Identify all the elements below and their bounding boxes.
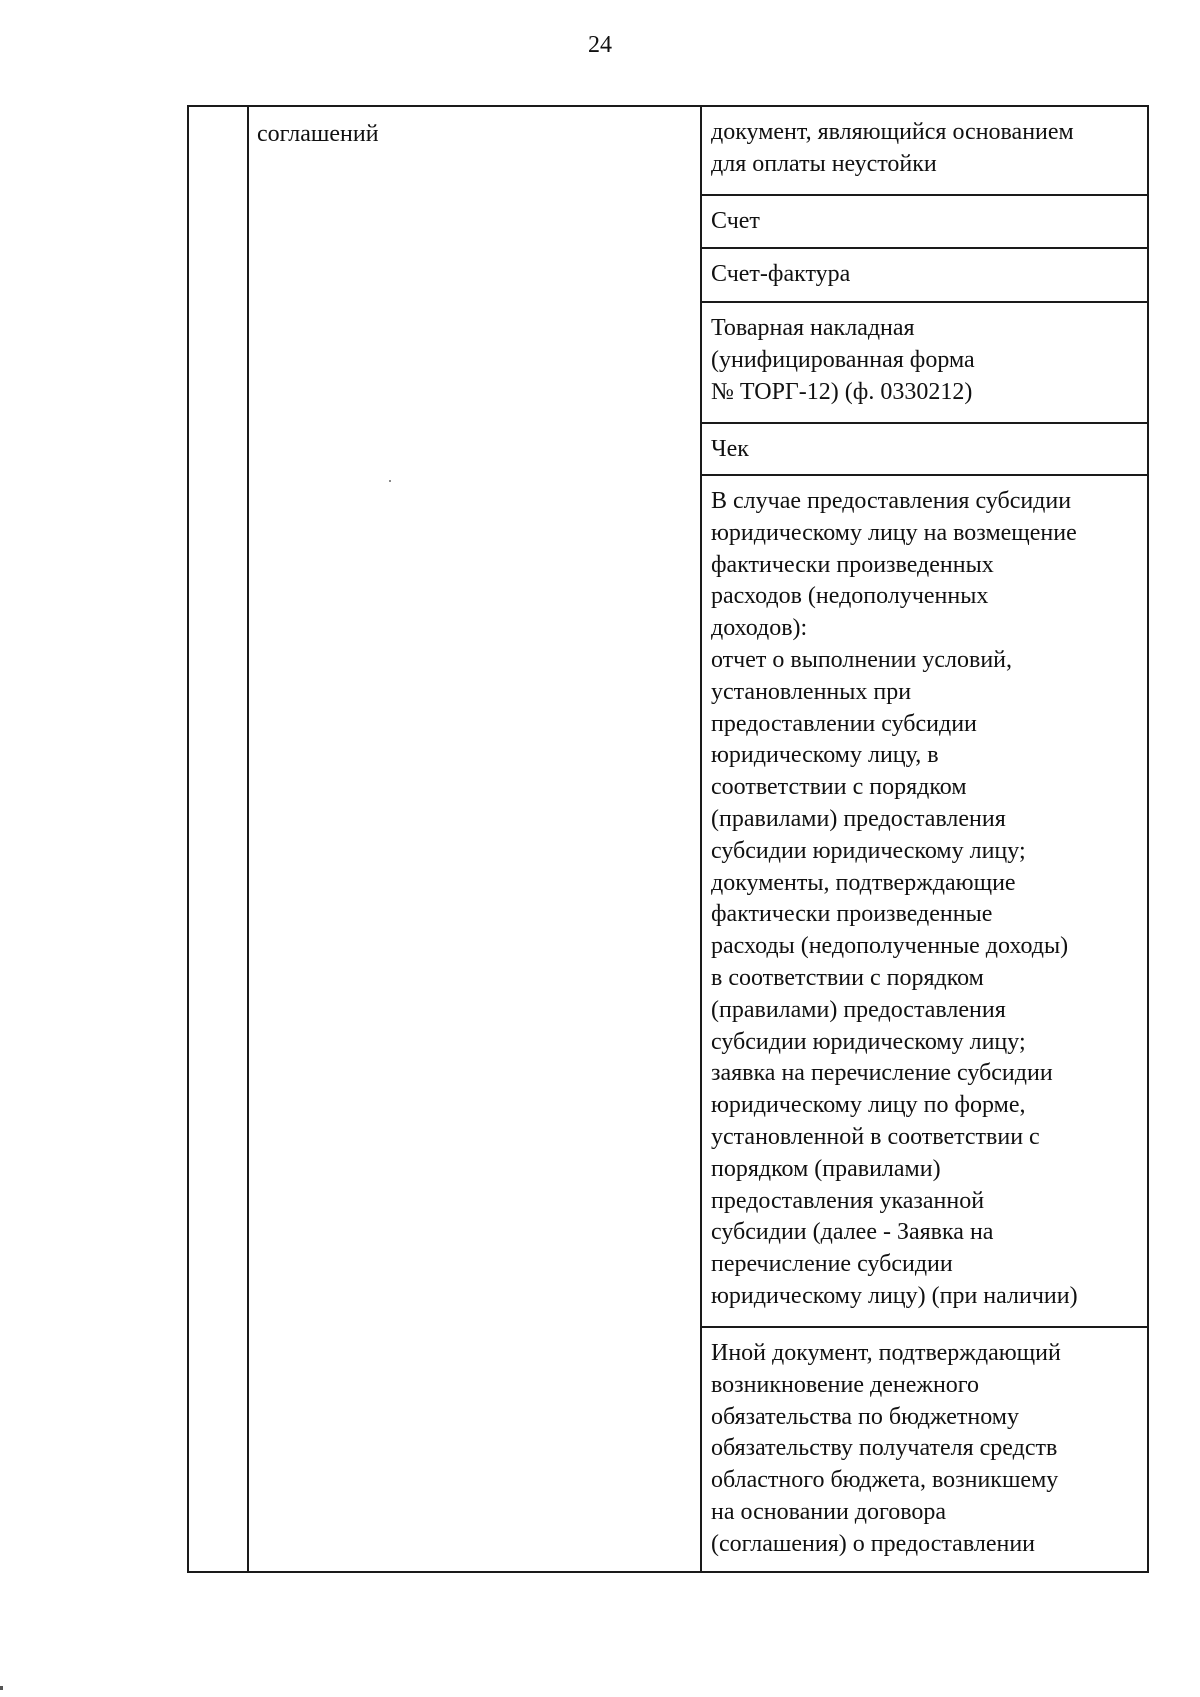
- document-cell-penalty-basis: документ, являющийся основанием для оплаты неустойки: [702, 107, 1147, 196]
- table-column-documents: [702, 107, 1147, 1571]
- document-cell-invoice: Счет: [702, 196, 1147, 249]
- page-number: 24: [588, 32, 612, 58]
- document-cell-other: Иной документ, подтверждающий возникновение денежного обязательства по бюджетному обязательству получателя средств областного бюджета, возникшему на основании договора (соглашения) о предоставлении: [711, 1340, 1061, 1557]
- scan-left-mark: [0, 1686, 3, 1690]
- table-cell-name: соглашений: [249, 107, 702, 1571]
- documents-table: [187, 105, 1149, 1573]
- document-cell-waybill: Товарная накладная (унифицированная форма № ТОРГ-12) (ф. 0330212): [702, 303, 1147, 424]
- document-cell-receipt: Чек: [702, 424, 1147, 476]
- document-cell-tax-invoice: Счет-фактура: [702, 249, 1147, 303]
- document-cell-subsidy: В случае предоставления субсидии юридическому лицу на возмещение фактически произведенных расходов (недополученных доходов): отчет о выполнении условий, установленных при предоставлении субсидии юридическому лицу, в соответствии с порядком (правилами) предоставления субсидии юридическому лицу; документы, подтверждающие фактически произведенные расходы (недополученные доходы) в соответствии с порядком (правилами) предоставления субсидии юридическому лицу; заявка на перечисление субсидии юридическому лицу по форме, установленной в соответствии с порядком (правилами) предоставления указанной субсидии (далее - Заявка на перечисление субсидии юридическому лицу) (при наличии): [702, 476, 1147, 1328]
- table-column-number: [189, 107, 249, 1571]
- stray-dot: [389, 480, 391, 482]
